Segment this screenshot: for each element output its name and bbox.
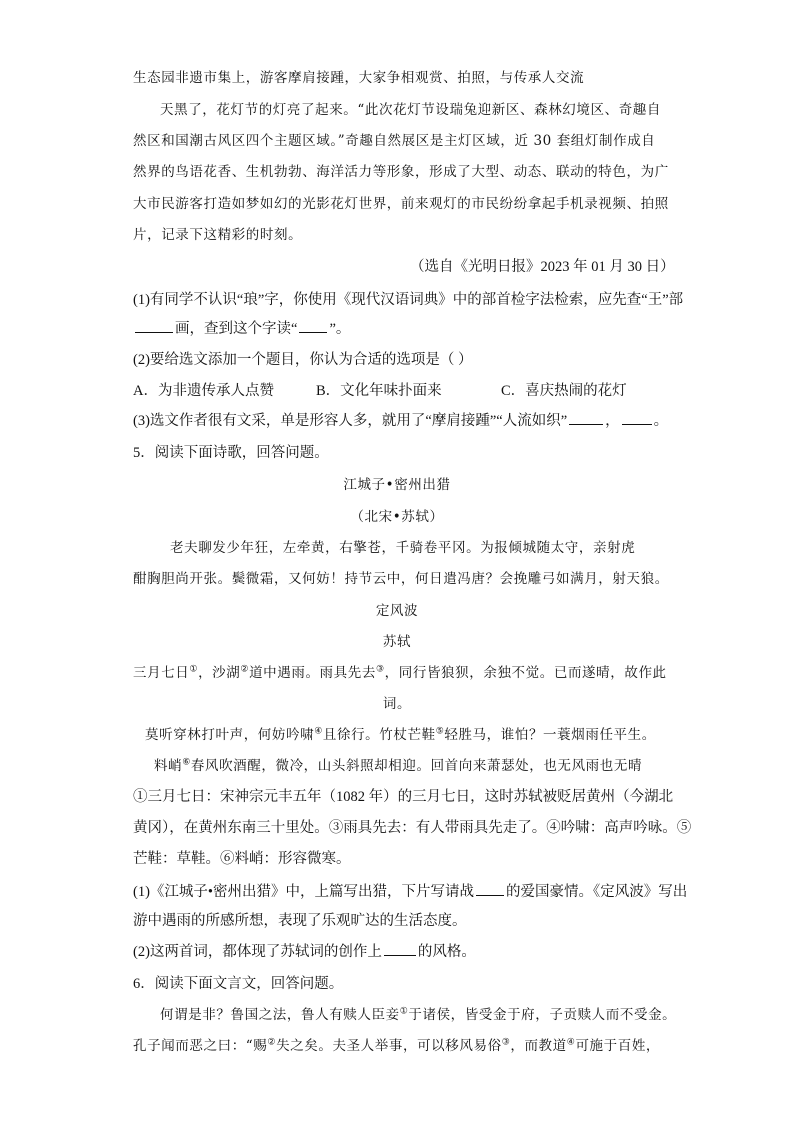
poem2-preface-line-2: 词。 bbox=[382, 696, 412, 712]
answer-blank[interactable] bbox=[299, 318, 327, 333]
answer-blank[interactable] bbox=[476, 881, 504, 896]
q5-heading: 5．阅读下面诗歌，回答问题。 bbox=[133, 445, 329, 461]
answer-blank[interactable] bbox=[135, 318, 173, 333]
q5-sub2: (2)这两首词，都体现了苏轼词的创作上 的风格。 bbox=[133, 940, 476, 961]
note-line-3: 芒鞋：草鞋。⑥料峭：形容微寒。 bbox=[133, 851, 351, 867]
poem2-title: 定风波 bbox=[375, 603, 419, 619]
option-c: C．喜庆热闹的花灯 bbox=[501, 383, 627, 399]
passage-line-6: 片，记录下这精彩的时刻。 bbox=[133, 227, 303, 243]
passage-line-1: 生态园非遗市集上，游客摩肩接踵，大家争相观赏、拍照，与传承人交流 bbox=[133, 70, 585, 86]
option-a: A．为非遗传承人点赞 bbox=[133, 383, 274, 399]
q6-text-line-2: 孔子闻而恶之曰：“赐②失之矣。夫圣人举事，可以移风易俗③，而教道④可施于百姓， bbox=[133, 1037, 661, 1054]
q6-text-line-1: 何谓是非？鲁国之法，鲁人有赎人臣妾①于诸侯，皆受金于府，子贡赎人而不受金。 bbox=[160, 1006, 677, 1023]
q4-sub1-line1: (1)有同学不认识“琅”字，你使用《现代汉语词典》中的部首检字法检索，应先查“王”部 bbox=[133, 292, 684, 308]
option-b: B．文化年味扑面来 bbox=[316, 383, 442, 399]
q6-heading: 6．阅读下面文言文，回答问题。 bbox=[133, 976, 344, 992]
q4-sub2: (2)要给选文添加一个题目，你认为合适的选项是（ ） bbox=[133, 352, 473, 368]
poem2-author: 苏轼 bbox=[382, 634, 412, 650]
passage-line-4: 然界的鸟语花香、生机勃勃、海洋活力等形象，形成了大型、动态、联动的特色，为广 bbox=[133, 164, 669, 180]
poem2-preface-line-1: 三月七日①，沙湖②道中遇雨。雨具先去③，同行皆狼狈，余独不觉。已而遂晴，故作此 bbox=[133, 664, 667, 681]
answer-blank[interactable] bbox=[384, 941, 416, 956]
q4-sub1-line2: 画，查到这个字读“ ”。 bbox=[133, 317, 350, 338]
poem1-line-1: 老夫聊发少年狂，左牵黄，右擎苍，千骑卷平冈。为报倾城随太守，亲射虎 bbox=[170, 540, 636, 556]
poem2-line-1: 莫听穿林打叶声，何妨吟啸④且徐行。竹杖芒鞋⑤轻胜马，谁怕？一蓑烟雨任平生。 bbox=[145, 726, 656, 743]
poem1-author: （北宋•苏轼） bbox=[350, 509, 444, 525]
answer-blank[interactable] bbox=[569, 410, 603, 425]
q4-sub3: (3)选文作者很有文采，单是形容人多，就用了“摩肩接踵”“人流如织” ， 。 bbox=[133, 409, 668, 430]
q5-sub1-line2: 游中遇雨的所感所想，表现了乐观旷达的生活态度。 bbox=[133, 913, 467, 929]
answer-blank[interactable] bbox=[622, 410, 652, 425]
note-line-1: ①三月七日：宋神宗元丰五年（1082 年）的三月七日，这时苏轼被贬居黄州（今湖北 bbox=[133, 789, 674, 805]
note-line-2: 黄冈），在黄州东南三十里处。③雨具先去：有人带雨具先走了。④吟啸：高声吟咏。⑤ bbox=[133, 820, 692, 836]
passage-line-5: 大市民游客打造如梦如幻的光影花灯世界，前来观灯的市民纷纷拿起手机录视频、拍照 bbox=[133, 196, 669, 212]
q5-sub1-line1: (1)《江城子•密州出猎》中，上篇写出猎，下片写请战 的爱国豪情。《定风波》写出 bbox=[133, 880, 687, 901]
poem1-line-2: 酣胸胆尚开张。鬓微霜，又何妨！持节云中，何日遣冯唐？会挽雕弓如满月，射天狼。 bbox=[133, 571, 669, 587]
passage-line-3: 然区和国潮古风区四个主题区域。”奇趣自然展区是主灯区域，近 30 套组灯制作成自 bbox=[133, 133, 656, 149]
passage-line-2: 天黑了，花灯节的灯亮了起来。“此次花灯节设瑞兔迎新区、森林幻境区、奇趣自 bbox=[160, 102, 662, 118]
poem1-title: 江城子•密州出猎 bbox=[343, 477, 451, 493]
poem2-line-2: 料峭⑥春风吹酒醒，微冷，山头斜照却相迎。回首向来萧瑟处，也无风雨也无晴 bbox=[154, 757, 643, 774]
passage-source: （选自《光明日报》2023 年 01 月 30 日） bbox=[410, 259, 675, 275]
